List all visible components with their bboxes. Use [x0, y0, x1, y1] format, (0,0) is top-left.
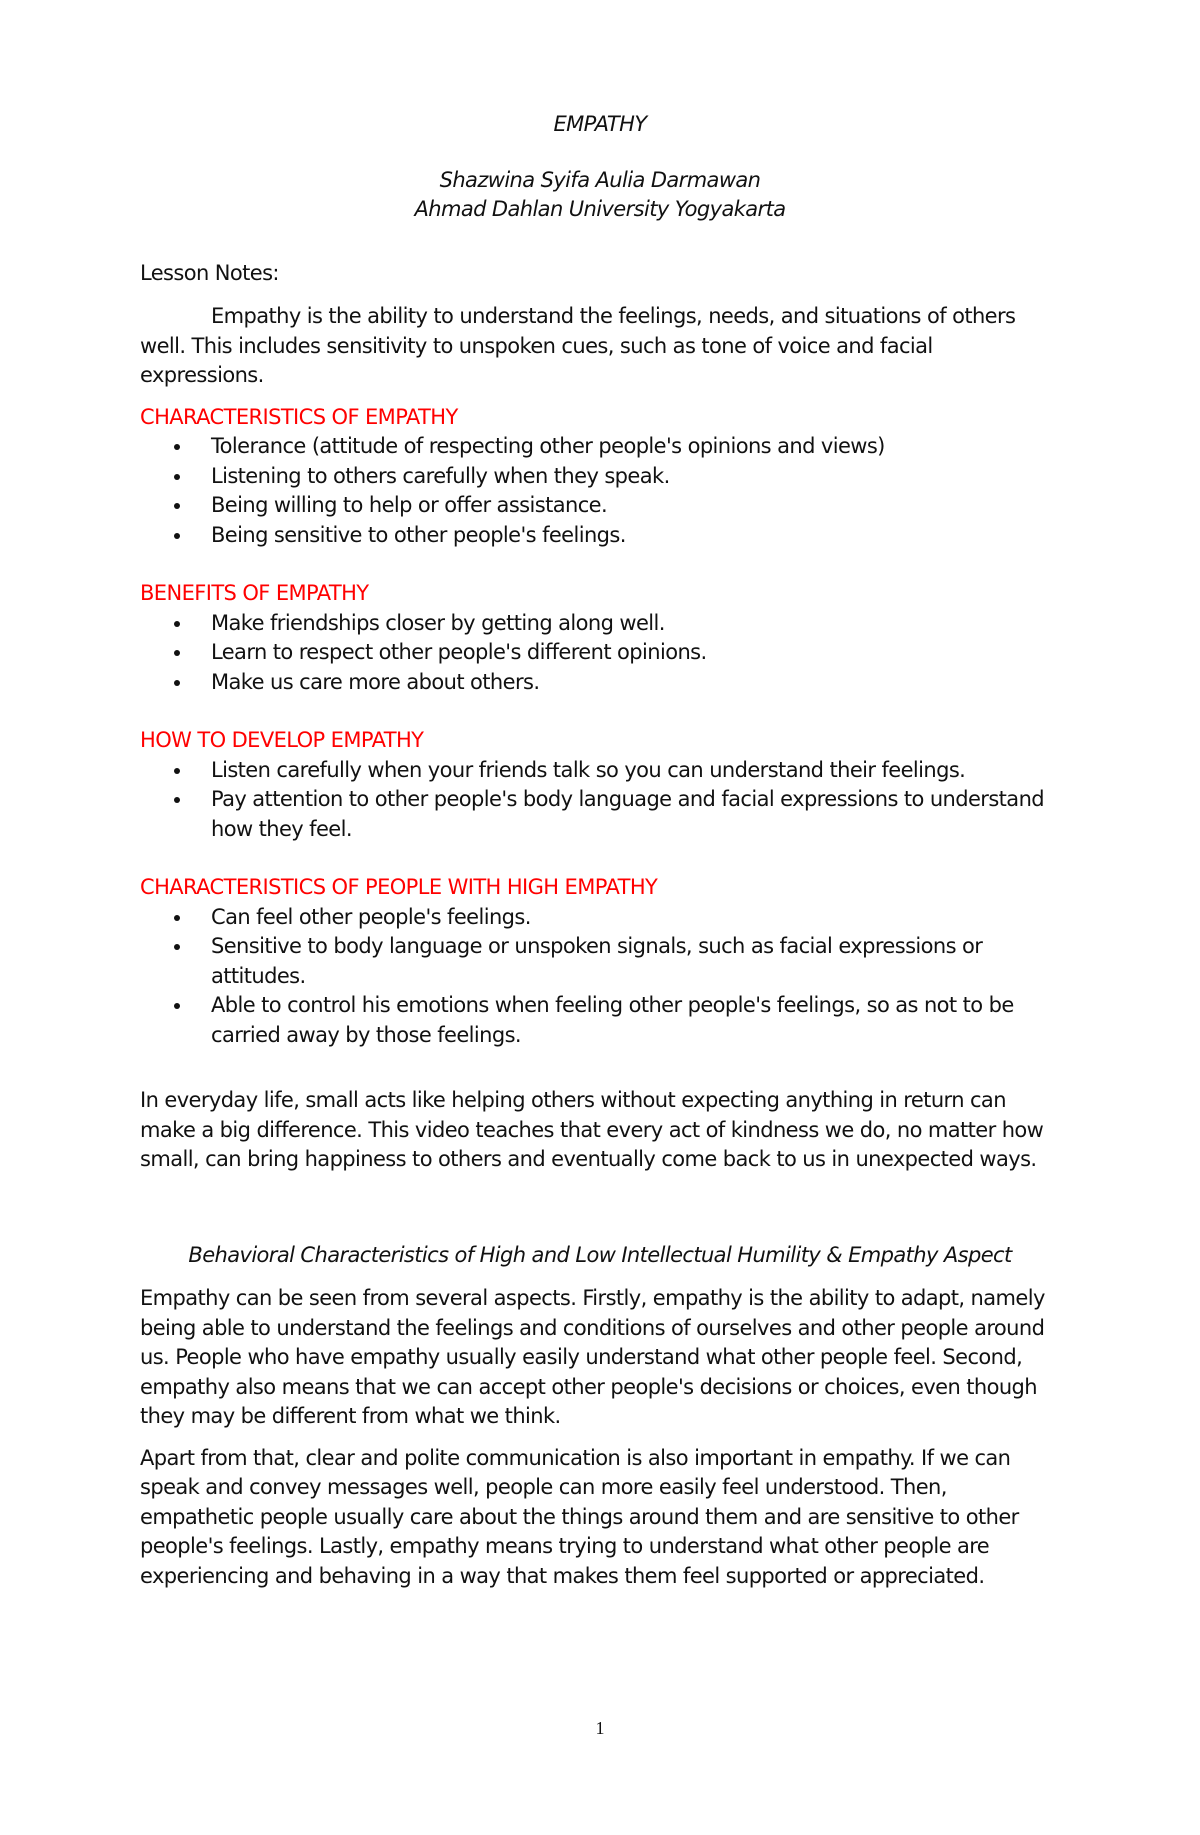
bullet-icon	[174, 797, 180, 803]
list-item: Able to control his emotions when feeling other people's feelings, so as not to be carried away by those feelings.	[140, 991, 1060, 1050]
list-item: Pay attention to other people's body language and facial expressions to understand how they feel.	[140, 785, 1060, 844]
section-subtitle: Behavioral Characteristics of High and Low Intellectual Humility & Empathy Aspect	[188, 1242, 1012, 1267]
list-item: Tolerance (attitude of respecting other people's opinions and views)	[140, 432, 1060, 462]
list-item: Being willing to help or offer assistance.	[140, 491, 1060, 521]
section-heading: BENEFITS OF EMPATHY	[140, 581, 369, 605]
bullet-icon	[174, 503, 180, 509]
list-item: Sensitive to body language or unspoken signals, such as facial expressions or attitudes.	[140, 932, 1060, 991]
bullet-list	[140, 756, 1060, 845]
body-paragraph: Apart from that, clear and polite communication is also important in empathy. If we can speak and convey messages well, people can more easily feel understood. Then, empathetic people usually care about the things around them and are sensitive to other people's feelings. Lastly, empathy means trying to understand what other people are experiencing and behaving in a way that makes them feel supported or appreciated.	[140, 1445, 1019, 1588]
author-name: Shazwina Syifa Aulia Darmawan	[439, 167, 761, 192]
list-item: Listen carefully when your friends talk so you can understand their feelings.	[140, 756, 1060, 786]
author-affiliation: Ahmad Dahlan University Yogyakarta	[414, 197, 786, 221]
bullet-list	[140, 903, 1060, 1051]
bullet-list	[140, 609, 1060, 698]
intro-paragraph: Empathy is the ability to understand the feelings, needs, and situations of others well. This includes sensitivity to unspoken cues, such as tone of voice and facial expressions.	[140, 304, 1016, 387]
bullet-icon	[174, 474, 180, 480]
document-page	[140, 110, 1060, 1603]
bullet-icon	[174, 915, 180, 921]
document-title: EMPATHY	[553, 112, 647, 136]
page-number: 1	[595, 1718, 605, 1738]
bullet-icon	[174, 444, 180, 450]
section-heading: CHARACTERISTICS OF PEOPLE WITH HIGH EMPATHY	[140, 875, 658, 899]
list-item: Being sensitive to other people's feelings.	[140, 521, 1060, 551]
list-item: Listening to others carefully when they speak.	[140, 462, 1060, 492]
bullet-icon	[174, 768, 180, 774]
bullet-icon	[174, 650, 180, 656]
bullet-icon	[174, 944, 180, 950]
list-item: Can feel other people's feelings.	[140, 903, 1060, 933]
list-item: Make friendships closer by getting along well.	[140, 609, 1060, 639]
bullet-list	[140, 432, 1060, 550]
bullet-icon	[174, 1003, 180, 1009]
list-item: Make us care more about others.	[140, 668, 1060, 698]
bullet-icon	[174, 680, 180, 686]
closing-paragraph: In everyday life, small acts like helping others without expecting anything in return can make a big difference. This video teaches that every act of kindness we do, no matter how small, can bring happiness to others and eventually come back to us in unexpected ways.	[140, 1088, 1044, 1171]
bullet-icon	[174, 621, 180, 627]
list-item: Learn to respect other people's different opinions.	[140, 638, 1060, 668]
lesson-notes-label: Lesson Notes:	[140, 260, 279, 285]
bullet-icon	[174, 533, 180, 539]
section-heading: HOW TO DEVELOP EMPATHY	[140, 728, 424, 752]
body-paragraph: Empathy can be seen from several aspects. Firstly, empathy is the ability to adapt, namely being able to understand the feelings and conditions of ourselves and other people around us. People who have empathy usually easily understand what other people feel. Second, empathy also means that we can accept other people's decisions or choices, even though they may be different from what we think.	[140, 1286, 1045, 1428]
section-heading: CHARACTERISTICS OF EMPATHY	[140, 404, 458, 429]
